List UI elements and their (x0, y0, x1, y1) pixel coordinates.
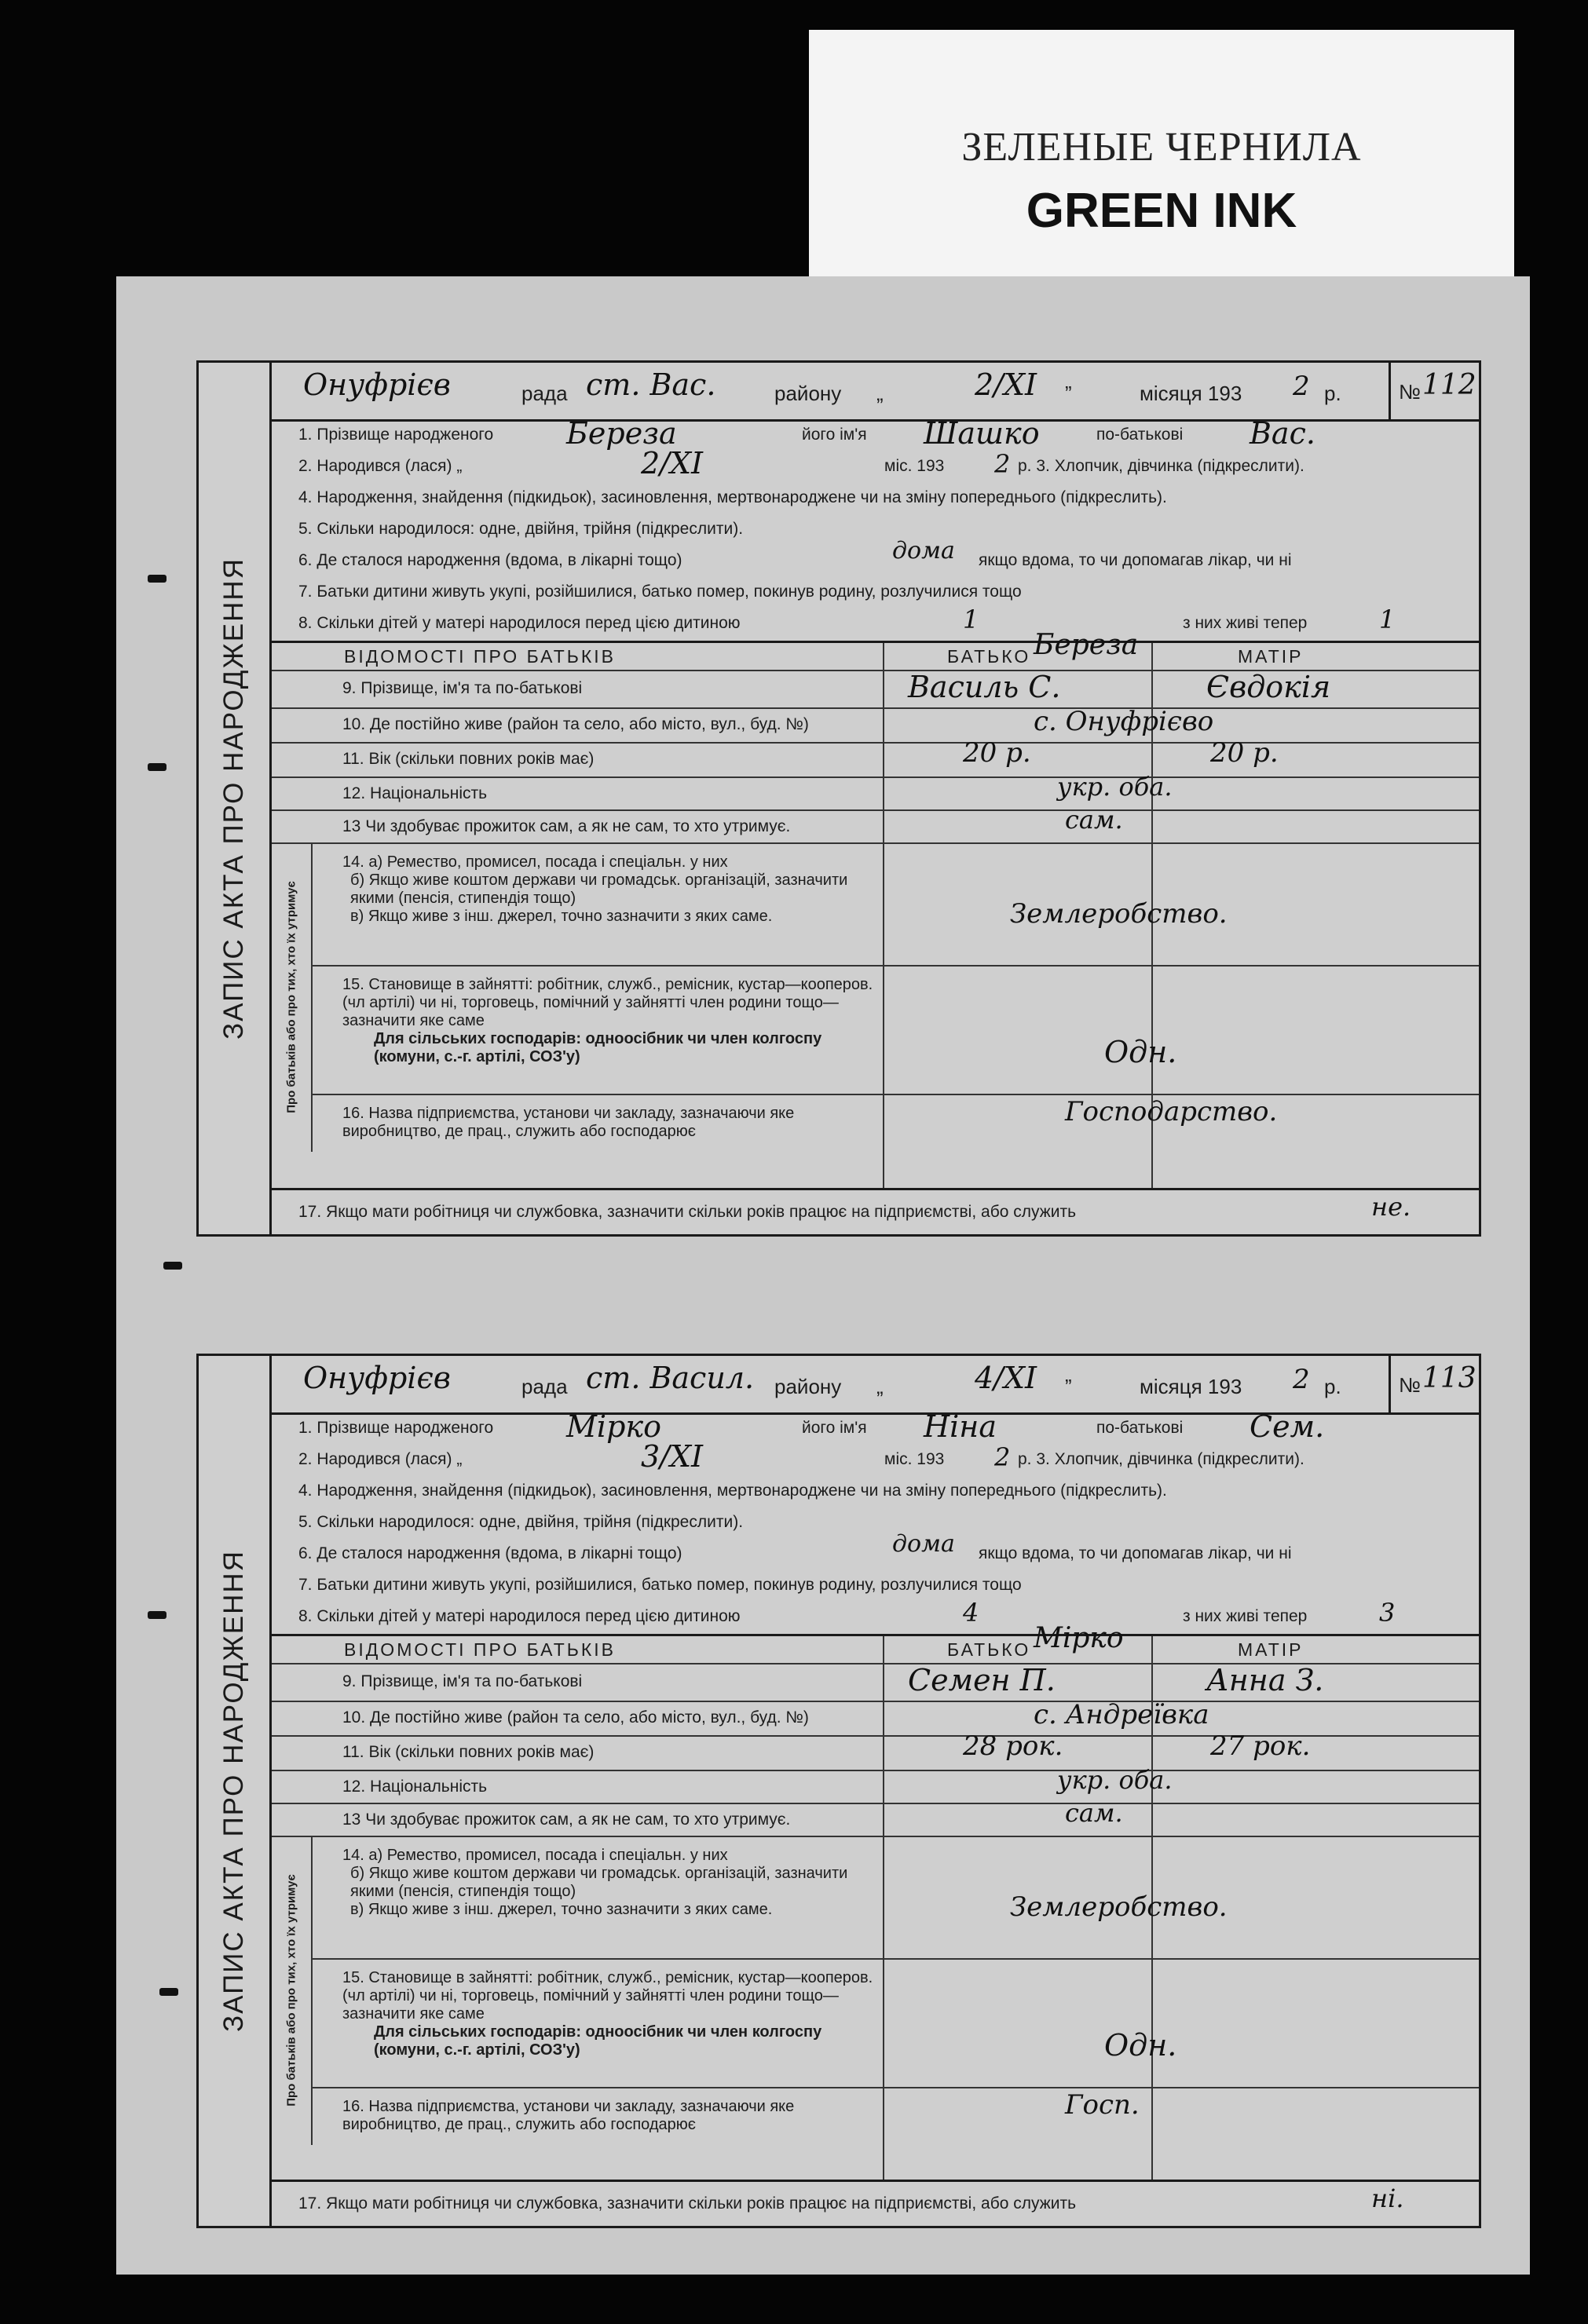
parents-header-row (272, 1622, 1479, 1664)
q16-label: 16. Назва підприємства, установи чи закладу, зазначаючи яке виробництво, де прац., служить або господарює (342, 2098, 795, 2133)
child-surname: Береза (566, 416, 677, 451)
mother-header: МАТІР (1238, 646, 1304, 667)
q6-doctor-label: якщо вдома, то чи допомагав лікар, чи ні (979, 1544, 1292, 1562)
self-support: сам. (1065, 1798, 1123, 1828)
q2-label: 2. Народився (лася) „ (298, 1450, 463, 1468)
q6-row (272, 1530, 1479, 1569)
q9-label: 9. Прізвище, ім'я та по-батькові (342, 1672, 583, 1690)
birth-place: дома (892, 537, 955, 565)
father-header: БАТЬКО (947, 646, 1031, 667)
mother-name: Анна З. (1206, 1663, 1324, 1697)
q5-row (272, 1507, 1479, 1538)
born-date: 3/XI (641, 1439, 704, 1474)
q7-row (272, 576, 1479, 608)
q1-row (272, 416, 1479, 451)
q15b-label: Для сільських господарів: одноосібник чи член колгоспу (комуни, с.-г. артілі, СОЗ'у) (374, 1030, 822, 1065)
father-surname: Береза (1034, 629, 1139, 661)
father-age: 20 р. (963, 737, 1031, 769)
q8-label: 8. Скільки дітей у матері народилося перед цією дитиною (298, 614, 741, 632)
q14b-label: б) Якщо живе коштом держави чи громадськ. організацій, зазначити якими (пенсія, стипендія тощо) (350, 872, 848, 907)
q11-label: 11. Вік (скільки повних років має) (342, 1743, 595, 1761)
parents-header: ВІДОМОСТІ ПРО БАТЬКІВ (344, 646, 616, 667)
child-name: Шашко (924, 416, 1040, 451)
q12-row (272, 772, 1479, 811)
residence: с. Онуфрієво (1034, 706, 1214, 737)
document-sheet (116, 276, 1530, 2275)
self-support: сам. (1065, 805, 1123, 835)
q1-label: 1. Прізвище народженого (298, 426, 494, 444)
q17-answer: ні. (1371, 2183, 1404, 2213)
q2-row (272, 1439, 1479, 1475)
nationality: укр. оба. (1057, 1765, 1173, 1795)
sub-side-caption (272, 842, 313, 1152)
father-header: БАТЬКО (947, 1639, 1031, 1660)
q17-row (272, 2180, 1479, 2226)
q17-label: 17. Якщо мати робітниця чи службовка, зазначити скільки років працює на підприємстві, або служить (298, 1203, 1077, 1221)
child-patronymic: Вас. (1250, 416, 1315, 451)
q6-label: 6. Де сталося народження (вдома, в лікарні тощо) (298, 1544, 682, 1562)
q10-row (272, 707, 1479, 744)
q1-patronymic-label: по-батькові (1096, 426, 1184, 444)
q11-row (272, 737, 1479, 778)
q15-row (311, 1958, 1479, 2088)
q10-label: 10. Де постійно живе (район та село, або місто, вул., буд. №) (342, 1708, 809, 1727)
q5-label: 5. Скільки народилося: одне, двійня, трійня (підкреслити). (298, 1513, 744, 1531)
q2-sex-label: р. 3. Хлопчик, дівчинка (підкреслити). (1018, 457, 1304, 475)
q10-label: 10. Де постійно живе (район та село, або місто, вул., буд. №) (342, 715, 809, 733)
q13-row (272, 805, 1479, 844)
record-number: 112 (1422, 369, 1476, 401)
q6-label: 6. Де сталося народження (вдома, в лікарні тощо) (298, 551, 682, 569)
q9-row (272, 670, 1479, 709)
month-label: місяця 193 (1140, 1375, 1242, 1398)
q14-row (311, 842, 1479, 967)
mother-header: МАТІР (1238, 1639, 1304, 1660)
side-title-text: ЗАПИС АКТА ПРО НАРОДЖЕННЯ (218, 557, 249, 1040)
residence: с. Андреївка (1034, 1699, 1209, 1730)
q14a-label: 14. а) Ремество, промисел, посада і спеціальн. у них (342, 853, 728, 871)
rayon-label: району (774, 382, 842, 405)
ink-label (809, 30, 1514, 289)
children-before: 4 (963, 1598, 979, 1628)
q6-row (272, 537, 1479, 576)
rada-label: рада (521, 382, 568, 405)
parents-table (272, 629, 1479, 1189)
q7-label: 7. Батьки дитини живуть укупі, розійшилися, батько помер, покинув родину, розлучилися тощо (298, 1576, 1022, 1594)
father-age: 28 рок. (963, 1730, 1063, 1762)
form-side-title (199, 363, 272, 1234)
nationality: укр. оба. (1057, 772, 1173, 802)
q8-row (272, 1598, 1479, 1636)
sub-side-text: Про батьків або про тих, хто їх утримує (284, 881, 298, 1113)
q5-row (272, 513, 1479, 545)
q16-row (311, 2087, 1479, 2145)
q13-label: 13 Чи здобуває прожиток сам, а як не сам, то хто утримує. (342, 1811, 791, 1829)
year-suffix: р. (1324, 382, 1341, 405)
q12-row (272, 1765, 1479, 1804)
record-number-box (1389, 1356, 1479, 1412)
year-suffix: р. (1324, 1375, 1341, 1398)
employment-status: Одн. (1104, 2028, 1177, 2063)
form-header: Онуфрієв рада ст. Вас. району „ 2/XI ” місяця 193 2 р. № 112 (272, 363, 1479, 422)
q2-label: 2. Народився (лася) „ (298, 457, 463, 475)
birth-place: дома (892, 1530, 955, 1558)
q2-month-label: міс. 193 (884, 1450, 945, 1468)
father-name: Семен П. (908, 1663, 1056, 1697)
q9-row (272, 1663, 1479, 1702)
child-name: Ніна (924, 1409, 997, 1444)
children-alive: 3 (1379, 1598, 1396, 1628)
q8-alive-label: з них живі тепер (1183, 614, 1308, 632)
birth-record-form (196, 360, 1481, 1237)
q9-label: 9. Прізвище, ім'я та по-батькові (342, 679, 583, 697)
rayon-value: ст. Васил. (586, 1361, 755, 1395)
q1-row (272, 1409, 1479, 1444)
month-label: місяця 193 (1140, 382, 1242, 405)
record-number-box (1389, 363, 1479, 419)
q14c-label: в) Якщо живе з інш. джерел, точно зазначити з яких саме. (350, 1901, 773, 1918)
number-label: № (1399, 380, 1421, 404)
record-date: 2/XI (975, 367, 1037, 402)
parents-header: ВІДОМОСТІ ПРО БАТЬКІВ (344, 1639, 616, 1660)
born-year-digit: 2 (994, 449, 1011, 479)
rayon-value: ст. Вас. (586, 367, 716, 402)
born-year-digit: 2 (994, 1442, 1011, 1472)
enterprise: Госп. (1065, 2089, 1140, 2121)
father-surname: Мірко (1034, 1622, 1124, 1654)
rada-value: Онуфрієв (303, 1361, 451, 1395)
rada-value: Онуфрієв (303, 367, 451, 402)
q8-alive-label: з них живі тепер (1183, 1607, 1308, 1625)
mother-name: Євдокія (1206, 670, 1331, 704)
sub-side-text: Про батьків або про тих, хто їх утримує (284, 1874, 298, 2107)
occupation: Землеробство. (1010, 898, 1228, 930)
q5-label: 5. Скільки народилося: одне, двійня, трійня (підкреслити). (298, 520, 744, 538)
sub-side-caption (272, 1836, 313, 2145)
children-alive: 1 (1379, 605, 1396, 634)
children-before: 1 (963, 605, 979, 634)
q7-row (272, 1569, 1479, 1601)
q2-month-label: міс. 193 (884, 457, 945, 475)
ink-label-en: GREEN INK (1026, 184, 1297, 238)
q16-row (311, 1094, 1479, 1152)
q1-label: 1. Прізвище народженого (298, 1419, 494, 1437)
q14-row (311, 1836, 1479, 1960)
q17-answer: не. (1371, 1192, 1411, 1222)
form-body (272, 1356, 1479, 2226)
q8-label: 8. Скільки дітей у матері народилося перед цією дитиною (298, 1607, 741, 1625)
birth-record-form (196, 1354, 1481, 2228)
q17-label: 17. Якщо мати робітниця чи службовка, зазначити скільки років працює на підприємстві, або служить (298, 2194, 1077, 2213)
q15a-label: 15. Становище в зайнятті: робітник, служб., ремісник, кустар—кооперов. (чл артілі) чи ні, торговець, помічний у зайнятті член родини тощо—зазначити яке саме (342, 1969, 873, 2023)
number-label: № (1399, 1373, 1421, 1397)
q7-label: 7. Батьки дитини живуть укупі, розійшилися, батько помер, покинув родину, розлучилися тощо (298, 583, 1022, 601)
born-date: 2/XI (641, 446, 704, 481)
form-header: Онуфрієв рада ст. Васил. району „ 4/XI ” місяця 193 2 р. № 113 (272, 1356, 1479, 1415)
q14b-label: б) Якщо живе коштом держави чи громадськ. організацій, зазначити якими (пенсія, стипендія тощо) (350, 1865, 848, 1900)
q6-doctor-label: якщо вдома, то чи допомагав лікар, чи ні (979, 551, 1292, 569)
record-number: 113 (1422, 1362, 1476, 1394)
side-title-text: ЗАПИС АКТА ПРО НАРОДЖЕННЯ (218, 1550, 249, 2032)
q15b-label: Для сільських господарів: одноосібник чи член колгоспу (комуни, с.-г. артілі, СОЗ'у) (374, 2023, 822, 2059)
record-year-digit: 2 (1293, 1364, 1310, 1395)
child-patronymic: Сем. (1250, 1409, 1325, 1444)
rada-label: рада (521, 1375, 568, 1398)
q1-patronymic-label: по-батькові (1096, 1419, 1184, 1437)
q2-sex-label: р. 3. Хлопчик, дівчинка (підкреслити). (1018, 1450, 1304, 1468)
mother-age: 20 р. (1210, 737, 1279, 769)
enterprise: Господарство. (1065, 1096, 1278, 1127)
record-date: 4/XI (975, 1361, 1037, 1395)
form-body (272, 363, 1479, 1234)
q14c-label: в) Якщо живе з інш. джерел, точно зазначити з яких саме. (350, 908, 773, 925)
q12-label: 12. Національність (342, 784, 488, 802)
q13-label: 13 Чи здобуває прожиток сам, а як не сам, то хто утримує. (342, 817, 791, 835)
q15-row (311, 965, 1479, 1095)
q1-name-label: його ім'я (802, 1419, 867, 1437)
q16-label: 16. Назва підприємства, установи чи закладу, зазначаючи яке виробництво, де прац., служить або господарює (342, 1105, 795, 1140)
q11-label: 11. Вік (скільки повних років має) (342, 750, 595, 768)
parents-header-row (272, 629, 1479, 671)
q12-label: 12. Національність (342, 1778, 488, 1796)
q4-row (272, 482, 1479, 513)
q15a-label: 15. Становище в зайнятті: робітник, служб., ремісник, кустар—кооперов. (чл артілі) чи ні, торговець, помічний у зайнятті член родини тощо—зазначити яке саме (342, 976, 873, 1029)
father-name: Василь С. (908, 670, 1061, 704)
q11-row (272, 1730, 1479, 1771)
q2-row (272, 446, 1479, 482)
q4-label: 4. Народження, знайдення (підкидьок), засиновлення, мертвонароджене чи на зміну попереднього (підкреслить). (298, 488, 1167, 506)
ink-label-ru: ЗЕЛЕНЫЕ ЧЕРНИЛА (961, 125, 1362, 170)
q8-row (272, 605, 1479, 643)
q13-row (272, 1798, 1479, 1837)
form-side-title (199, 1356, 272, 2226)
mother-age: 27 рок. (1210, 1730, 1311, 1762)
child-surname: Мірко (566, 1409, 661, 1444)
q17-row (272, 1188, 1479, 1234)
parents-table (272, 1622, 1479, 2180)
rayon-label: району (774, 1375, 842, 1398)
occupation: Землеробство. (1010, 1891, 1228, 1923)
record-year-digit: 2 (1293, 371, 1310, 402)
q4-label: 4. Народження, знайдення (підкидьок), засиновлення, мертвонароджене чи на зміну попереднього (підкреслить). (298, 1482, 1167, 1500)
q4-row (272, 1475, 1479, 1507)
q14a-label: 14. а) Ремество, промисел, посада і спеціальн. у них (342, 1847, 728, 1864)
q1-name-label: його ім'я (802, 426, 867, 444)
employment-status: Одн. (1104, 1035, 1177, 1069)
